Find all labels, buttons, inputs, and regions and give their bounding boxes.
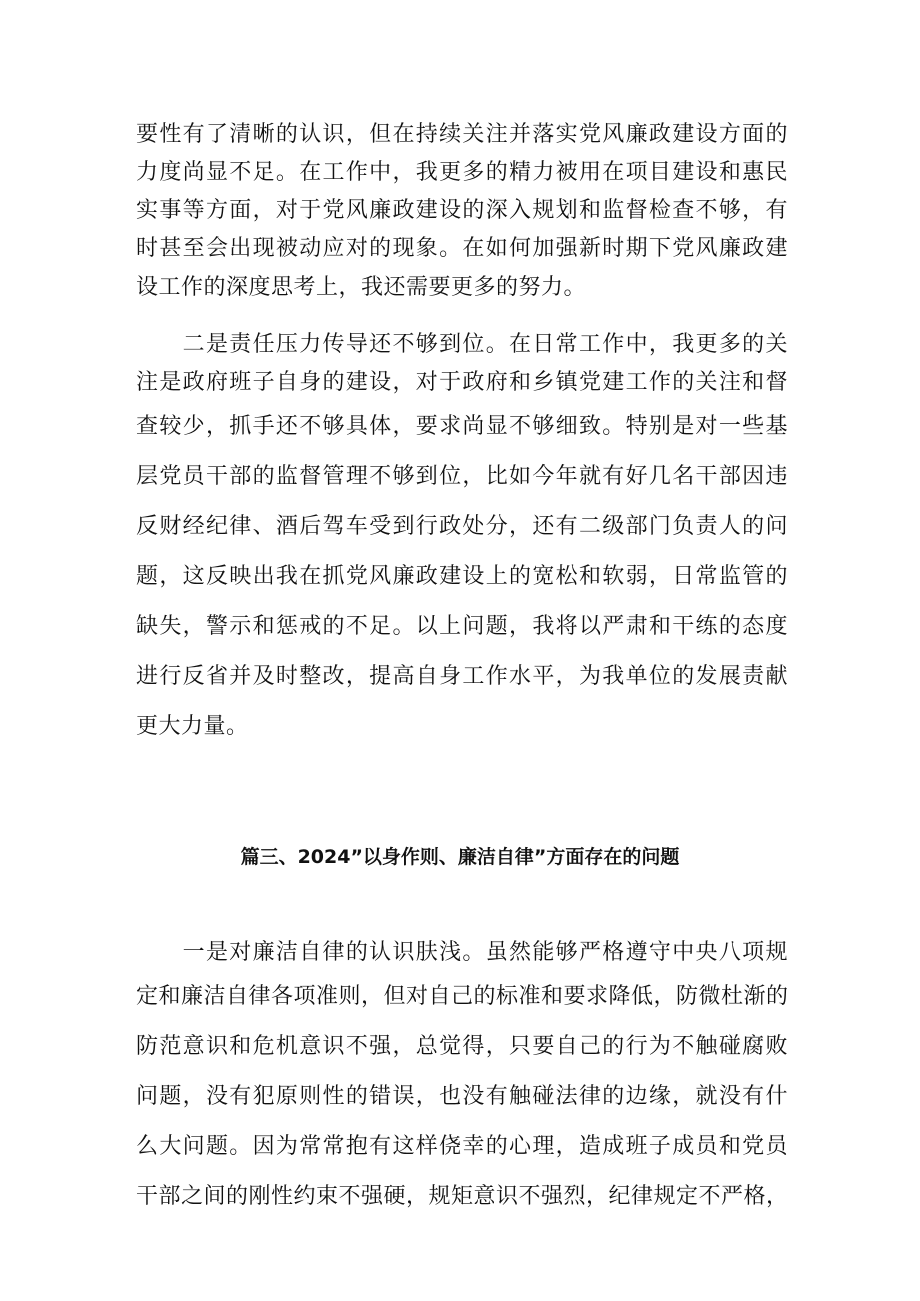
paragraph-line: 力度尚显不足。在工作中，我更多的精力被用在项目建设和惠民	[136, 160, 788, 185]
paragraph-line: 注是政府班子自身的建设，对于政府和乡镇党建工作的关注和督	[136, 370, 788, 395]
paragraph-line: 题，这反映出我在抓党风廉政建设上的宽松和软弱，日常监管的	[136, 564, 788, 589]
paragraph-line: 么大问题。因为常常抱有这样侥幸的心理，造成班子成员和党员	[136, 1134, 788, 1159]
paragraph-line: 问题，没有犯原则性的错误，也没有触碰法律的边缘，就没有什	[136, 1084, 788, 1109]
paragraph-line: 反财经纪律、酒后驾车受到行政处分，还有二级部门负责人的问	[136, 514, 788, 539]
paragraph-line: 进行反省并及时整改，提高自身工作水平，为我单位的发展责献	[136, 664, 788, 689]
paragraph-line: 层党员干部的监督管理不够到位，比如今年就有好几名干部因违	[136, 464, 788, 489]
paragraph-line: 定和廉洁自律各项准则，但对自己的标准和要求降低，防微杜渐的	[136, 984, 789, 1009]
paragraph-line: 要性有了清晰的认识，但在持续关注并落实党风廉政建设方面的	[136, 122, 788, 147]
paragraph-line: 干部之间的刚性约束不强硬，规矩意识不强烈，纪律规定不严格，	[136, 1184, 789, 1209]
paragraph-line: 防范意识和危机意识不强，总觉得，只要自己的行为不触碰腐败	[136, 1034, 788, 1059]
section-heading: 篇三、2024”以身作则、廉洁自律”方面存在的问题	[240, 846, 680, 868]
paragraph-line: 时甚至会出现被动应对的现象。在如何加强新时期下党风廉政建	[136, 236, 788, 261]
paragraph-line: 一是对廉洁自律的认识肤浅。虽然能够严格遵守中央八项规	[136, 940, 788, 965]
paragraph-line: 二是责任压力传导还不够到位。在日常工作中，我更多的关	[136, 332, 788, 357]
paragraph-line: 查较少，抓手还不够具体，要求尚显不够细致。特别是对一些基	[136, 414, 788, 439]
paragraph-line: 缺失，警示和惩戒的不足。以上问题，我将以严肃和干练的态度	[136, 614, 788, 639]
paragraph-line: 更大力量。	[136, 714, 249, 739]
paragraph-line: 实事等方面，对于党风廉政建设的深入规划和监督检查不够，有	[136, 198, 788, 223]
paragraph-line: 设工作的深度思考上，我还需要更多的努力。	[136, 275, 587, 300]
